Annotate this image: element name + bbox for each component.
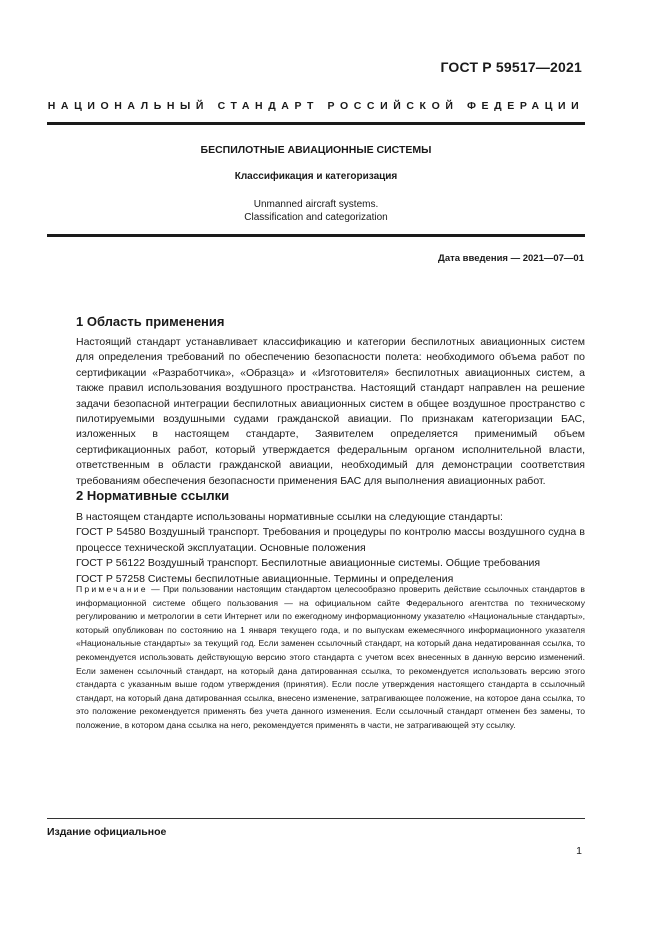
title-divider <box>47 234 585 237</box>
english-title-line-2: Classification and categorization <box>244 212 388 223</box>
english-title <box>47 198 585 224</box>
section-1-paragraph: Настоящий стандарт устанавливает классификацию и категории беспилотных авиационных систем для определения требований по обеспечению безопасности полета: необходимого объема работ по сертификации «Разработчика», «Образца» и «Изготовителя» беспилотных авиационных систем, а также правил использования воздушного пространства. Настоящий стандарт направлен на решение задачи безопасной интеграции беспилотных авиационных систем в общее воздушное пространство с пилотируемыми воздушными судами гражданской авиации. По признакам категоризации БАС, изложенных в настоящем стандарте, Заявителем определяется применимый объем сертификационных работ, который утверждается федеральным органом исполнительной власти, ответственным в области гражданской авиации, необходимый для демонстрации соответствия требованиям обеспечения безопасности применения БАС для выполнения авиационных работ. <box>76 336 585 487</box>
national-standard-heading: НАЦИОНАЛЬНЫЙ СТАНДАРТ РОССИЙСКОЙ ФЕДЕРАЦИИ <box>47 100 585 112</box>
standard-code: ГОСТ Р 59517—2021 <box>440 59 582 75</box>
english-title-line-1: Unmanned aircraft systems. <box>253 199 379 210</box>
footer-divider <box>47 818 585 819</box>
section-1-text <box>76 335 585 489</box>
reference-item: ГОСТ Р 57258 Системы беспилотные авиационные. Термины и определения <box>76 572 454 585</box>
section-2-text <box>76 510 585 587</box>
section-1-heading: 1 Область применения <box>76 314 225 329</box>
introduction-date: Дата введения — 2021—07—01 <box>438 253 584 264</box>
page-number: 1 <box>576 845 582 857</box>
references-note <box>47 583 585 733</box>
note-label: Примечание <box>76 584 148 594</box>
section-2-intro: В настоящем стандарте использованы нормативные ссылки на следующие стандарты: <box>76 511 503 523</box>
note-text: — При пользовании настоящим стандартом целесообразно проверить действие ссылочных стандартов в информационной системе общего пользования — на официальном сайте Федерального агентства по техническому регулированию и метрологии в сети Интернет или по ежегодному информационному указателю «Национальные стандарты», который опубликован по состоянию на 1 января текущего года, и по выпускам ежемесячного информационного указателя «Национальные стандарты» за текущий год. Если заменен ссылочный стандарт, на который дана недатированная ссылка, то рекомендуется использовать действующую версию этого стандарта с учетом всех внесенных в данную версию изменений. Если заменен ссылочный стандарт, на который дана датированная ссылка, то рекомендуется использовать версию этого стандарта с указанным выше годом утверждения (принятия). Если после утверждения настоящего стандарта в ссылочный стандарт, на который дана датированная ссылка, внесено изменение, затрагивающее положение, на которое дана ссылка, то это положение рекомендуется применять без учета данного изменения. Если ссылочный стандарт отменен без замены, то положение, в котором дана ссылка на него, рекомендуется применять в части, не затрагивающей эту ссылку. <box>76 584 585 730</box>
document-title: БЕСПИЛОТНЫЕ АВИАЦИОННЫЕ СИСТЕМЫ <box>200 144 432 156</box>
reference-item: ГОСТ Р 56122 Воздушный транспорт. Беспилотные авиационные системы. Общие требования <box>76 557 541 570</box>
top-divider <box>47 122 585 125</box>
edition-label: Издание официальное <box>47 826 167 838</box>
section-2-heading: 2 Нормативные ссылки <box>76 488 230 503</box>
document-subtitle: Классификация и категоризация <box>234 171 398 182</box>
reference-item: ГОСТ Р 54580 Воздушный транспорт. Требования и процедуры по контролю массы воздушного судна в процессе технической эксплуатации. Основные положения <box>76 526 585 554</box>
